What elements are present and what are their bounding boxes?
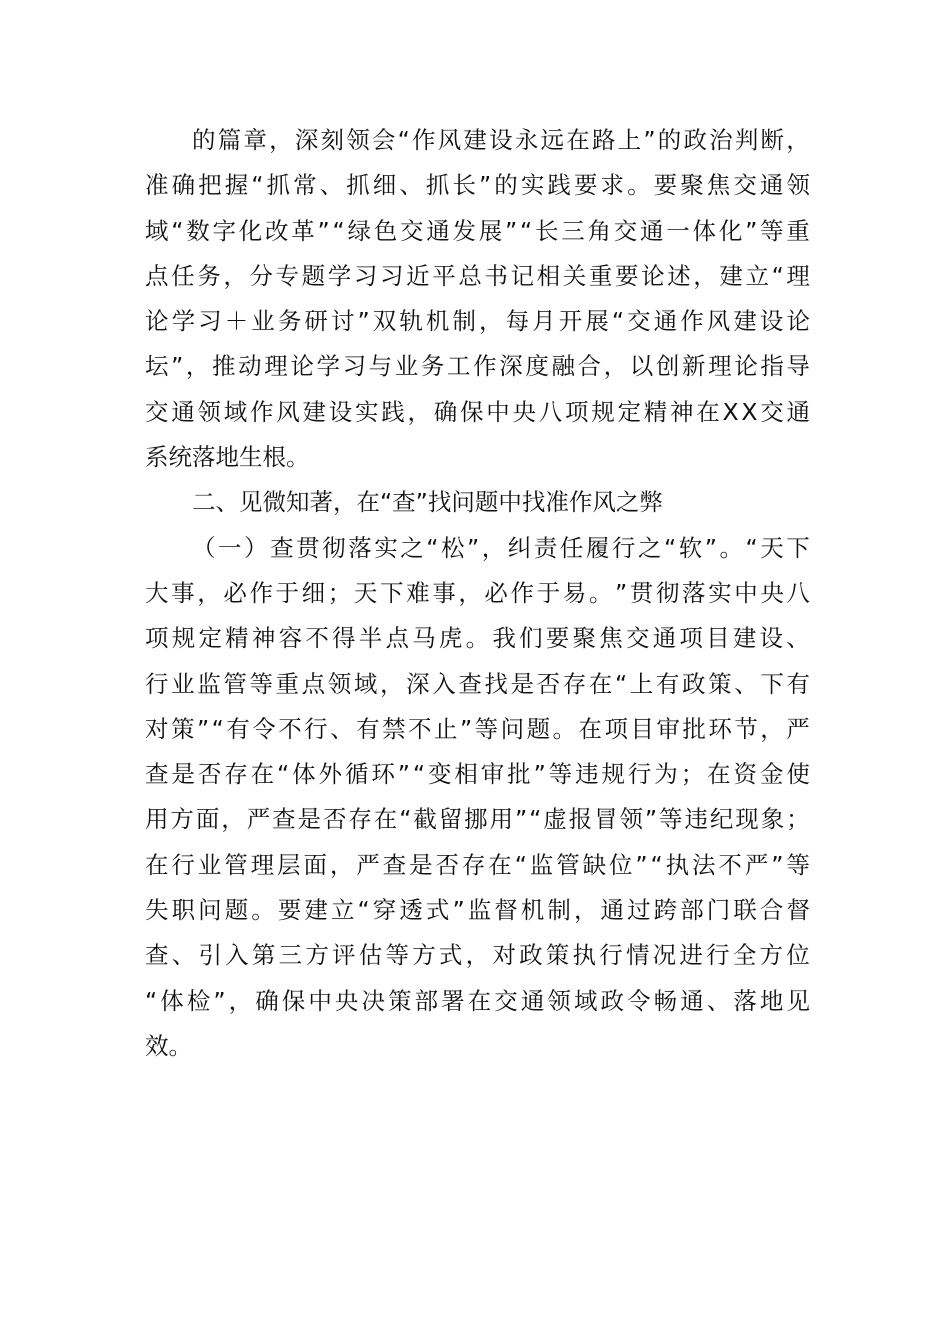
paragraph-line: 在 行 业 管 理 层 面 ， 严 查 是 否 存 在 “ 监 管 缺 位 ” “ 执 法 不 严 ” 等 [145, 850, 810, 879]
paragraph-line: 的 篇 章 ， 深 刻 领 会 “ 作 风 建 设 永 远 在 路 上 ” 的 政 治 判 断 ， [192, 126, 810, 154]
subsection-heading-line: （ 一 ） 查 贯 彻 落 实 之 “ 松 ” ， 纠 责 任 履 行 之 “ 软 ” 。 “ 天 下 [192, 533, 810, 562]
paragraph-line: 坛 ” ， 推 动 理 论 学 习 与 业 务 工 作 深 度 融 合 ， 以 创 新 理 论 指 导 [145, 352, 810, 381]
paragraph-line: 查 、 引 入 第 三 方 评 估 等 方 式 ， 对 政 策 执 行 情 况 进 行 全 方 位 [145, 941, 810, 970]
paragraph-line: 交 通 领 域 作 风 建 设 实 践 ， 确 保 中 央 八 项 规 定 精 神 在 X X 交 通 [145, 397, 810, 426]
paragraph-line: 效。 [145, 1031, 192, 1060]
paragraph-line: 点 任 务 ， 分 专 题 学 习 习 近 平 总 书 记 相 关 重 要 论 述 ， 建 立 “ 理 [145, 261, 810, 290]
paragraph-line: 论 学 习 ＋ 业 务 研 讨 ” 双 轨 机 制 ， 每 月 开 展 “ 交 通 作 风 建 设 论 [145, 307, 810, 336]
paragraph-line: 系统落地生根。 [145, 443, 310, 472]
paragraph-line: 准 确 把 握 “ 抓 常 、 抓 细 、 抓 长 ” 的 实 践 要 求 。 要 聚 焦 交 通 领 [145, 171, 810, 200]
paragraph-line: 大 事 ， 必 作 于 细 ； 天 下 难 事 ， 必 作 于 易 。 ” 贯 彻 落 实 中 央 八 [145, 578, 810, 607]
section-heading: 二、见微知著，在“查”找问题中找准作风之弊 [192, 488, 663, 517]
paragraph-line: 失 职 问 题 。 要 建 立 “ 穿 透 式 ” 监 督 机 制 ， 通 过 跨 部 门 联 合 督 [145, 896, 810, 925]
document-page [145, 118, 810, 1069]
paragraph-line: 查 是 否 存 在 “ 体 外 循 环 ” “ 变 相 审 批 ” 等 违 规 行 为 ； 在 资 金 使 [145, 760, 810, 789]
paragraph-line: 用 方 面 ， 严 查 是 否 存 在 “ 截 留 挪 用 ” “ 虚 报 冒 领 ” 等 违 纪 现 象 ； [145, 805, 810, 834]
paragraph-line: “ 体 检 ” ， 确 保 中 央 决 策 部 署 在 交 通 领 域 政 令 畅 通 、 落 地 见 [145, 986, 810, 1015]
paragraph-line: 项 规 定 精 神 容 不 得 半 点 马 虎 。 我 们 要 聚 焦 交 通 项 目 建 设 、 [145, 624, 810, 653]
paragraph-line: 行 业 监 管 等 重 点 领 域 ， 深 入 查 找 是 否 存 在 “ 上 有 政 策 、 下 有 [145, 669, 810, 698]
paragraph-line: 域 “ 数 字 化 改 革 ” “ 绿 色 交 通 发 展 ” “ 长 三 角 交 通 一 体 化 ” 等 重 [145, 216, 810, 245]
paragraph-line: 对 策 ” “ 有 令 不 行 、 有 禁 不 止 ” 等 问 题 。 在 项 目 审 批 环 节 ， 严 [145, 714, 810, 743]
